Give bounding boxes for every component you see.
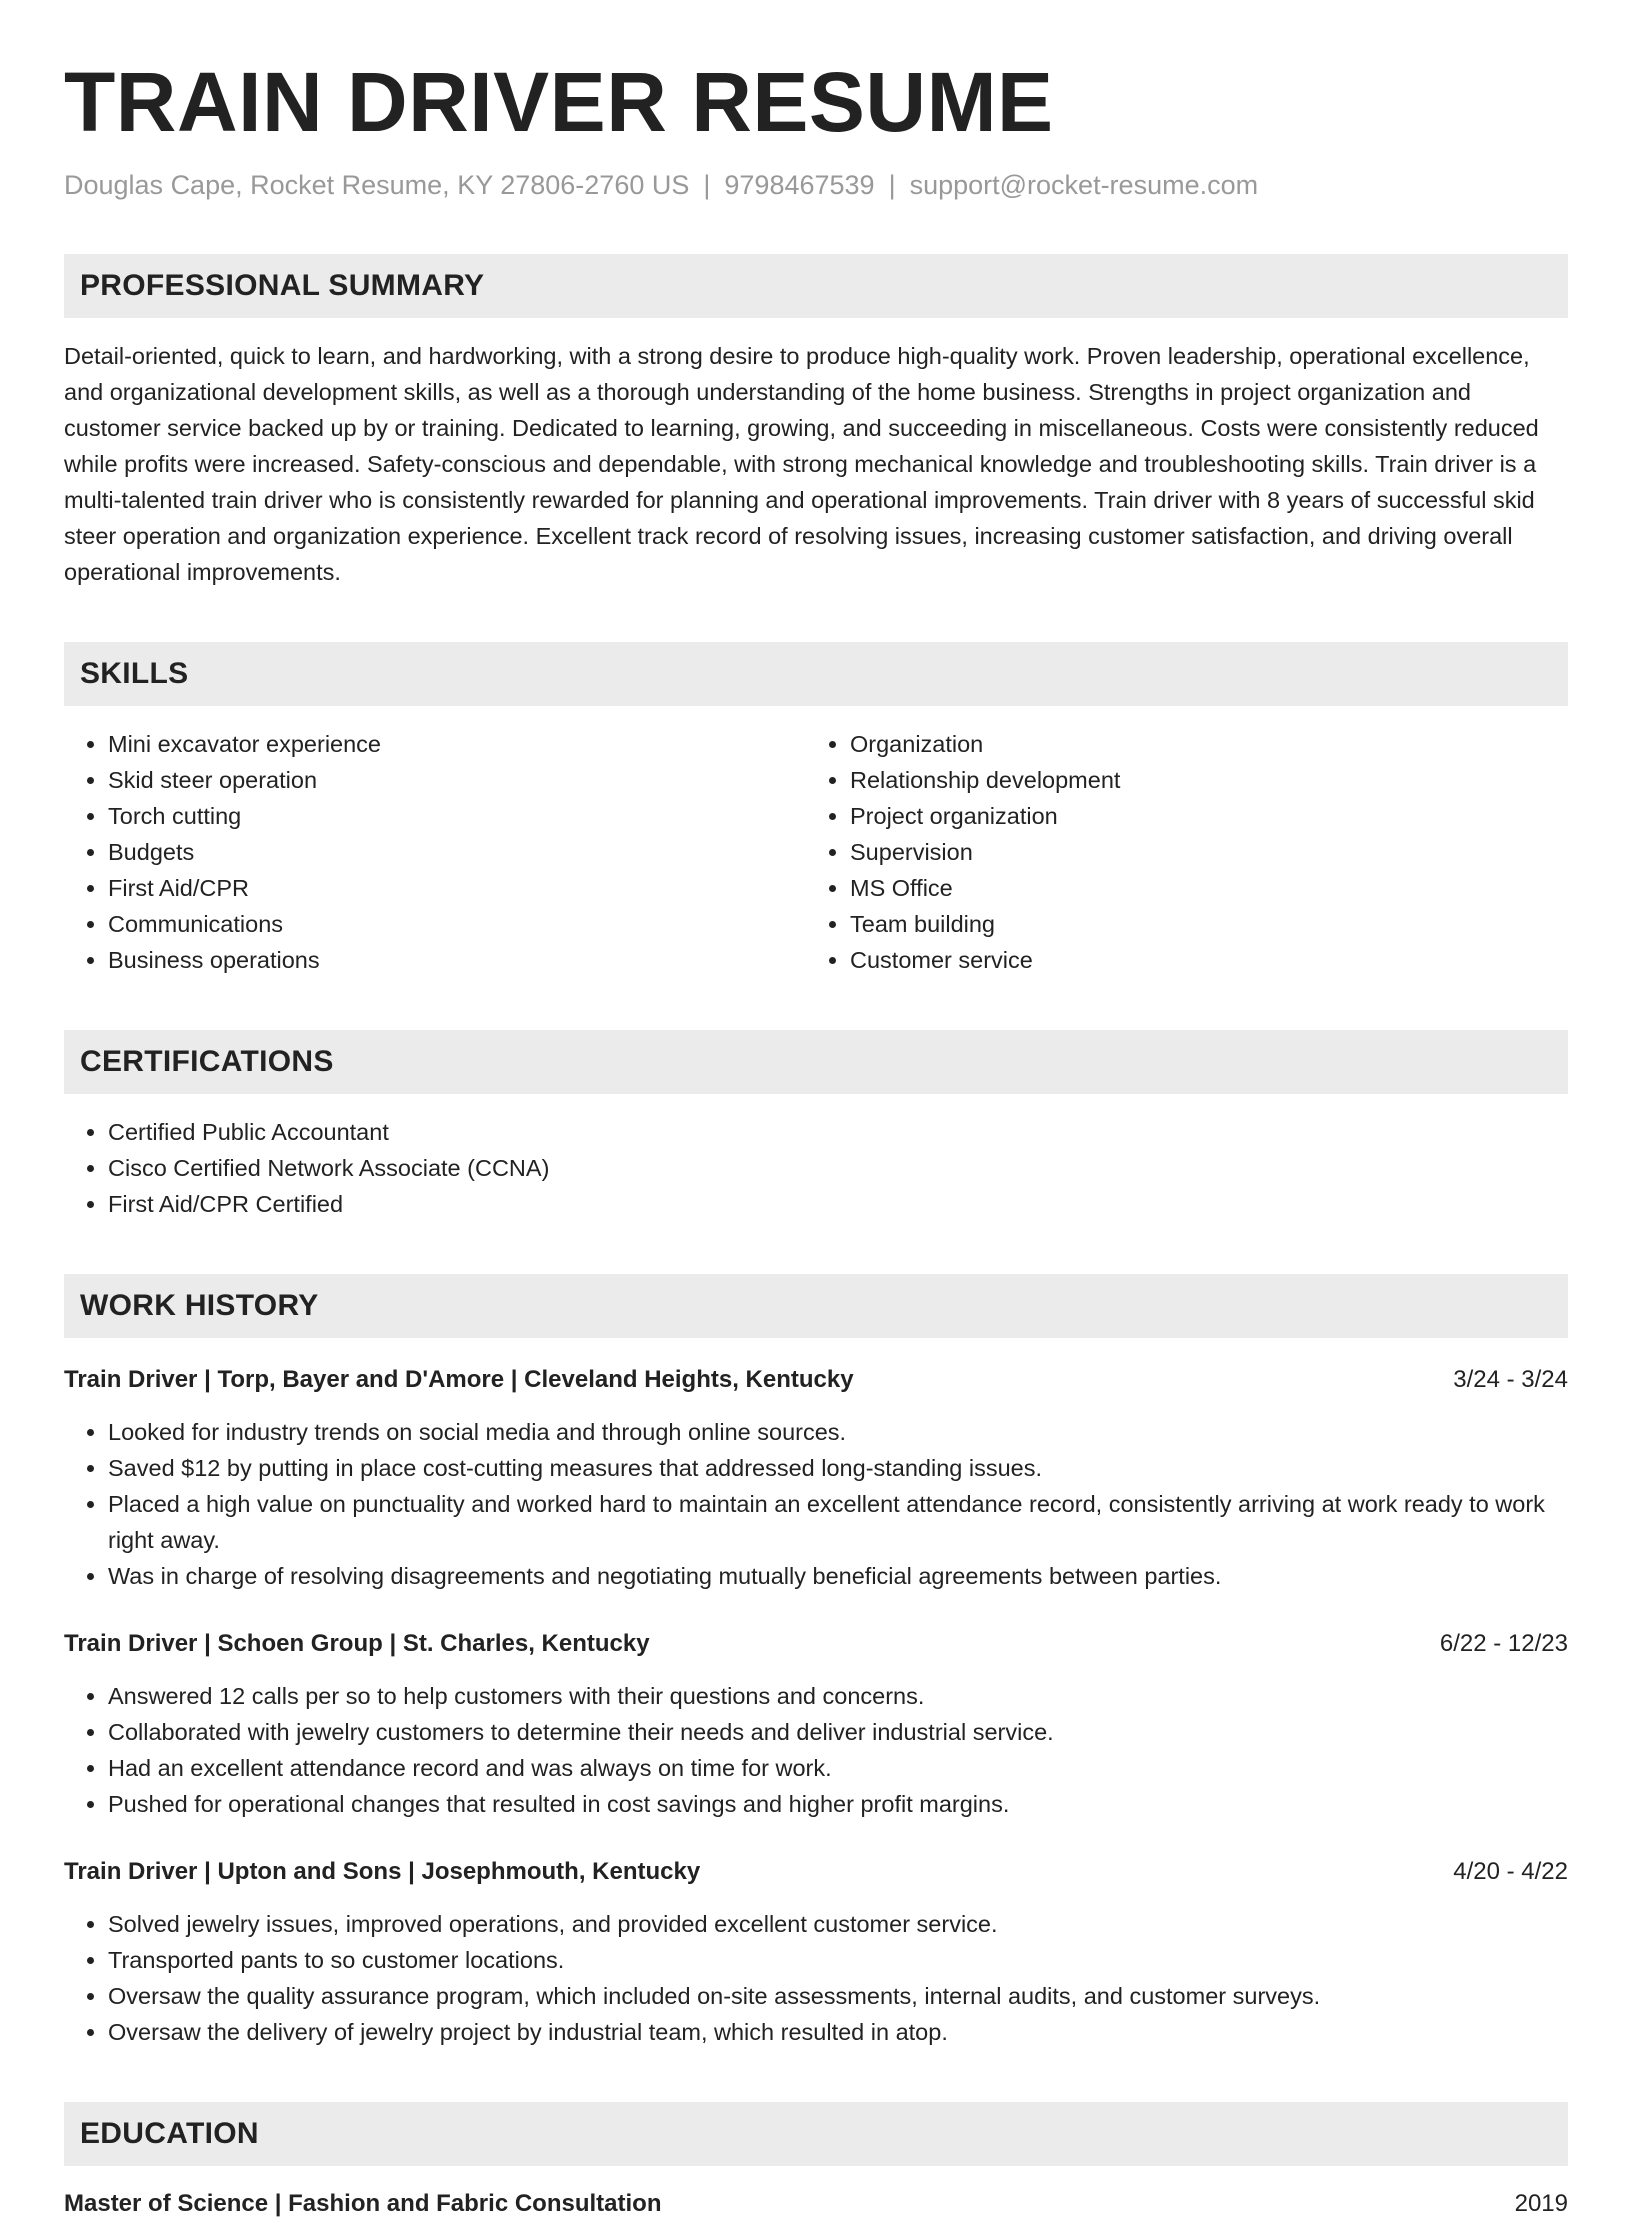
job-bullet: • Transported pants to so customer locations. [108,1942,1568,1978]
contact-separator: | [888,170,896,200]
job-title: Train Driver | Torp, Bayer and D'Amore | Cleveland Heights, Kentucky [64,1366,854,1393]
job-bullet: • Oversaw the quality assurance program, which included on-site assessments, internal audits, and customer surveys. [108,1978,1568,2014]
section-header-work-history: WORK HISTORY [64,1274,1568,1338]
job-entry [64,1362,1568,1594]
job-bullet: • Pushed for operational changes that resulted in cost savings and higher profit margins. [108,1786,1568,1822]
skill-item: • First Aid/CPR [108,870,806,906]
skill-item: • Communications [108,906,806,942]
certification-item: • Certified Public Accountant [108,1114,1568,1150]
job-bullets [64,1678,1568,1822]
job-dates: 4/20 - 4/22 [1453,1858,1568,1885]
skills-grid [64,726,1568,978]
contact-address: Douglas Cape, Rocket Resume, KY 27806-2760 US [64,170,690,200]
job-header [64,1854,1568,1890]
skill-item: • MS Office [850,870,1548,906]
skill-item: • Supervision [850,834,1548,870]
contact-separator: | [703,170,711,200]
job-header [64,1362,1568,1398]
resume-title: TRAIN DRIVER RESUME [64,55,1054,149]
skills-list-right [806,726,1548,978]
certifications-list [64,1114,1568,1222]
section-header-certifications: CERTIFICATIONS [64,1030,1568,1094]
skill-item: • Mini excavator experience [108,726,806,762]
certification-item: • Cisco Certified Network Associate (CCNA) [108,1150,1568,1186]
skill-item: • Business operations [108,942,806,978]
contact-line [64,168,1568,202]
section-header-summary: PROFESSIONAL SUMMARY [64,254,1568,318]
skill-item: • Relationship development [850,762,1548,798]
job-bullet: • Oversaw the delivery of jewelry project by industrial team, which resulted in atop. [108,2014,1568,2050]
skill-item: • Organization [850,726,1548,762]
skill-item: • Skid steer operation [108,762,806,798]
skill-item: • Budgets [108,834,806,870]
contact-email[interactable]: support@rocket-resume.com [909,170,1259,200]
job-bullet: • Answered 12 calls per so to help customers with their questions and concerns. [108,1678,1568,1714]
education-year: 2019 [1514,2190,1568,2217]
job-bullet: • Had an excellent attendance record and was always on time for work. [108,1750,1568,1786]
job-bullet: • Solved jewelry issues, improved operations, and provided excellent customer service. [108,1906,1568,1942]
skill-item: • Torch cutting [108,798,806,834]
job-bullets [64,1906,1568,2050]
education-entry [64,2186,1568,2222]
section-header-education: EDUCATION [64,2102,1568,2166]
skill-item: • Team building [850,906,1548,942]
job-entry [64,1854,1568,2050]
skill-item: • Customer service [850,942,1548,978]
job-header [64,1626,1568,1662]
section-header-skills: SKILLS [64,642,1568,706]
job-bullet: • Saved $12 by putting in place cost-cutting measures that addressed long-standing issues. [108,1450,1568,1486]
job-bullet: • Placed a high value on punctuality and worked hard to maintain an excellent attendance record, consistently arriving at work ready to work right away. [108,1486,1568,1558]
job-bullet: • Collaborated with jewelry customers to determine their needs and deliver industrial service. [108,1714,1568,1750]
job-dates: 3/24 - 3/24 [1453,1366,1568,1393]
contact-phone: 9798467539 [724,170,875,200]
education-degree: Master of Science | Fashion and Fabric Consultation [64,2190,662,2217]
job-bullets [64,1414,1568,1594]
job-title: Train Driver | Schoen Group | St. Charles, Kentucky [64,1630,650,1657]
skills-list-left [64,726,806,978]
resume-content [64,52,1568,2222]
job-title: Train Driver | Upton and Sons | Josephmouth, Kentucky [64,1858,701,1885]
certification-item: • First Aid/CPR Certified [108,1186,1568,1222]
skill-item: • Project organization [850,798,1548,834]
job-entry [64,1626,1568,1822]
job-bullet: • Was in charge of resolving disagreements and negotiating mutually beneficial agreements between parties. [108,1558,1568,1594]
job-bullet: • Looked for industry trends on social media and through online sources. [108,1414,1568,1450]
summary-text: Detail-oriented, quick to learn, and hardworking, with a strong desire to produce high-quality work. Proven leadership, operational excellence, and organizational development skills, as well as a thorough understanding of the home business. Strengths in project organization and customer service backed up by or training. Dedicated to learning, growing, and succeeding in miscellaneous. Costs were consistently reduced while profits were increased. Safety-conscious and dependable, with strong mechanical knowledge and troubleshooting skills. Train driver is a multi-talented train driver who is consistently rewarded for planning and operational improvements. Train driver with 8 years of successful skid steer operation and organization experience. Excellent track record of resolving issues, increasing customer satisfaction, and driving overall operational improvements. [64,343,1539,585]
job-dates: 6/22 - 12/23 [1439,1630,1568,1657]
